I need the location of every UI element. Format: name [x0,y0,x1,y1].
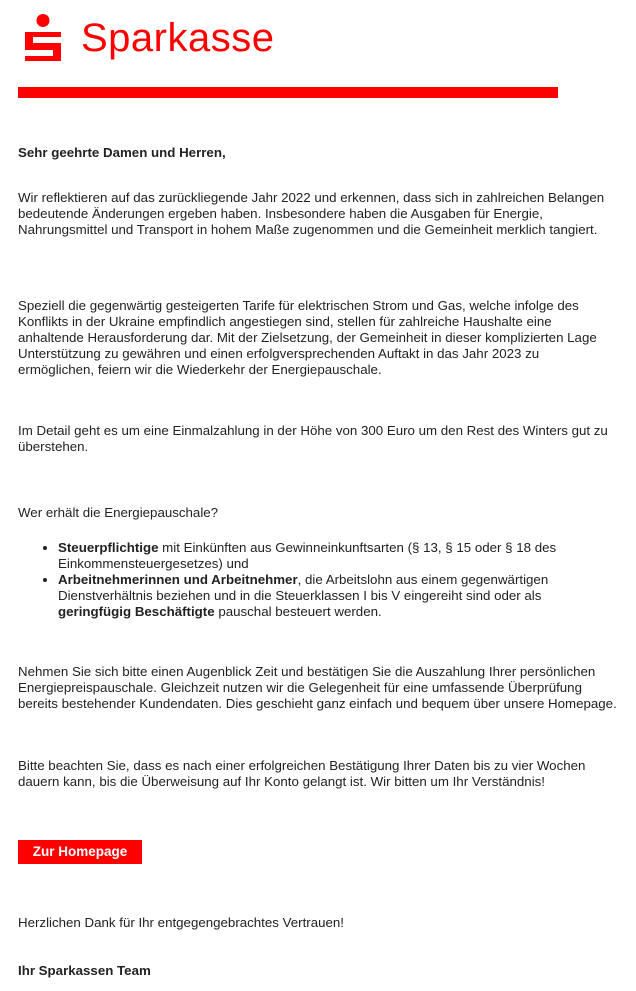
paragraph-energy-costs: Speziell die gegenwärtig gesteigerten Tarife für elektrischen Strom und Gas, welche infolge des Konflikts in der Ukraine empfindlich angestiegen sind, stellen für zahlreiche Haushalte eine anhaltende Herausforderung dar. Mit der Zielsetzung, der Gemeinheit in dieser komplizierten Lage Unterstützung zu gewähren und einen erfolgversprechenden Auftakt in das Jahr 2023 zu ermöglichen, feiern wir die Wiederkehr der Energiepauschale. [18,298,597,377]
sparkasse-logo [21,12,274,64]
list-item-bold: Arbeitnehmerinnen und Arbeitnehmer [58,572,298,587]
list-item-bold: geringfügig Beschäftigte [58,604,215,619]
list-item-bold: Steuerpflichtige [58,540,159,555]
greeting: Sehr geehrte Damen und Herren, [18,145,226,160]
header-divider-bar [18,87,558,98]
list-item-text: , die Arbeitslohn aus einem gegenwärtigen Dienstverhältnis beziehen und in die Steuerklassen I bis V eingereiht sind oder als [58,572,549,603]
homepage-button[interactable]: Zur Homepage [18,840,142,864]
paragraph-payment-detail: Im Detail geht es um eine Einmalzahlung in der Höhe von 300 Euro um den Rest des Winters gut zu überstehen. [18,423,608,454]
signoff: Ihr Sparkassen Team [18,963,151,978]
paragraph-processing-note: Bitte beachten Sie, dass es nach einer erfolgreichen Bestätigung Ihrer Daten bis zu vier Wochen dauern kann, bis die Überweisung auf Ihr Konto gelangt ist. Wir bitten um Ihr Verständnis! [18,758,586,789]
list-item [58,540,598,572]
list-item-text: pauschal besteuert werden. [214,604,382,619]
eligibility-question: Wer erhält die Energiepauschale? [18,505,219,520]
list-item [58,572,598,620]
eligibility-list [18,540,598,620]
email-header [18,12,558,98]
paragraph-confirm-request: Nehmen Sie sich bitte einen Augenblick Zeit und bestätigen Sie die Auszahlung Ihrer persönlichen Energiepreispauschale. Gleichzeit nutzen wir die Gelegenheit für eine umfassende Überprüfung bereits bestehender Kundendaten. Dies geschieht ganz einfach und bequem über unsere Homepage. [18,664,617,711]
brand-name: Sparkasse [81,16,275,60]
sparkasse-s-icon [21,14,65,62]
list-item-text: mit Einkünften aus Gewinneinkunftsarten (§ 13, § 15 oder § 18 des Einkommensteuergesetzes) und [58,540,557,571]
paragraph-intro: Wir reflektieren auf das zurückliegende Jahr 2022 und erkennen, dass sich in zahlreichen Belangen bedeutende Änderungen ergeben haben. Insbesondere haben die Ausgaben für Energie, Nahrungsmittel und Transport in hohem Maße zugenommen und die Gemeinheit merklich tangiert. [18,190,605,237]
thanks-line: Herzlichen Dank für Ihr entgegengebrachtes Vertrauen! [18,915,344,930]
